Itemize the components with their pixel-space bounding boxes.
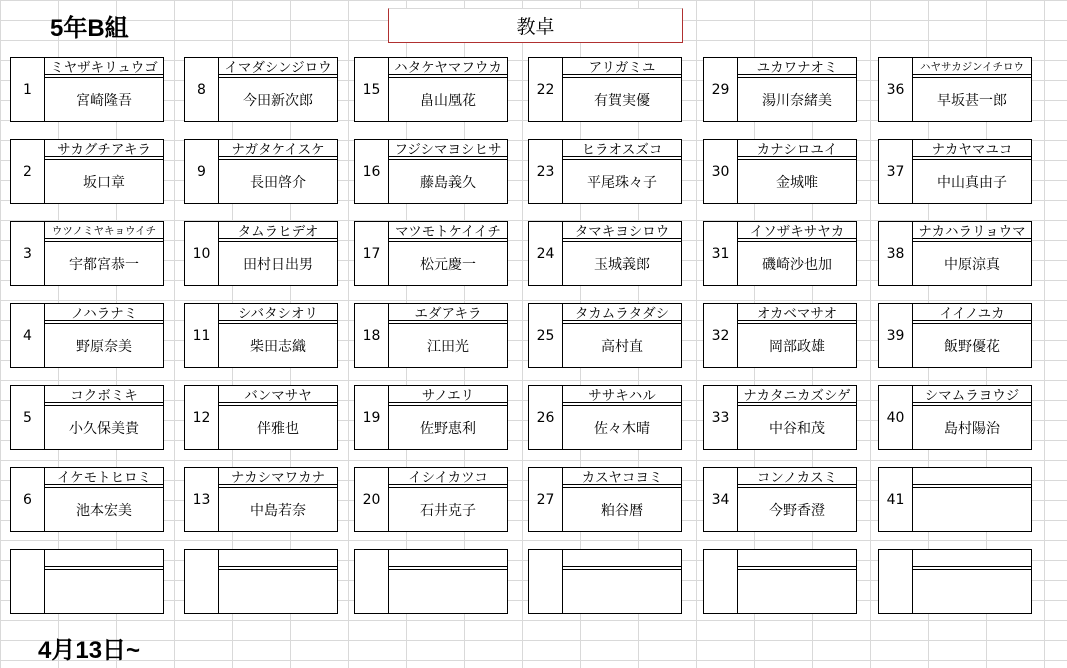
seat-furigana [218, 549, 338, 566]
seat [10, 549, 164, 614]
seat-furigana: サノエリ [388, 385, 508, 402]
seat [703, 467, 857, 532]
seat-student-name: 磯崎沙也加 [737, 242, 857, 286]
start-date: 4月13日~ [38, 637, 141, 664]
seat-furigana: タカムラタダシ [562, 303, 682, 320]
seat-furigana: イマダシンジロウ [218, 57, 338, 74]
seat-number: 2 [10, 139, 44, 204]
seat-student-name: 中山真由子 [912, 160, 1032, 204]
seat-furigana: ナガタケイスケ [218, 139, 338, 156]
seat-number [354, 549, 388, 614]
seat-student-name: 池本宏美 [44, 488, 164, 532]
seat-furigana: ノハラナミ [44, 303, 164, 320]
seat [528, 139, 682, 204]
seat-number: 41 [878, 467, 912, 532]
seat-student-name: 中島若奈 [218, 488, 338, 532]
seat [10, 221, 164, 286]
seat [354, 549, 508, 614]
seat-number: 24 [528, 221, 562, 286]
seat [10, 57, 164, 122]
seat-student-name: 坂口章 [44, 160, 164, 204]
teacher-desk: 教卓 [388, 8, 683, 43]
seat-furigana: ユカワナオミ [737, 57, 857, 74]
seat-student-name: 高村直 [562, 324, 682, 368]
seat-furigana: ナカタニカズシゲ [737, 385, 857, 402]
seat-furigana: エダアキラ [388, 303, 508, 320]
seat-student-name: 岡部政雄 [737, 324, 857, 368]
seat-student-name [737, 570, 857, 614]
seat-furigana: ナカハラリョウマ [912, 221, 1032, 238]
seat [878, 467, 1032, 532]
seat [184, 385, 338, 450]
seat-student-name: 長田啓介 [218, 160, 338, 204]
seat [184, 303, 338, 368]
seat-number: 12 [184, 385, 218, 450]
seat-student-name: 平尾珠々子 [562, 160, 682, 204]
seat-furigana: ササキハル [562, 385, 682, 402]
seat-furigana: コクボミキ [44, 385, 164, 402]
seat-number: 19 [354, 385, 388, 450]
seat-number: 3 [10, 221, 44, 286]
seat-student-name: 柴田志織 [218, 324, 338, 368]
seat [10, 139, 164, 204]
seat [10, 303, 164, 368]
seat-furigana: ウツノミヤキョウイチ [44, 221, 164, 238]
seat-student-name: 佐々木晴 [562, 406, 682, 450]
seat-student-name: 伴雅也 [218, 406, 338, 450]
seat-student-name: 松元慶一 [388, 242, 508, 286]
seat-number: 23 [528, 139, 562, 204]
seat-furigana: イソザキサヤカ [737, 221, 857, 238]
seat-number: 17 [354, 221, 388, 286]
seat-number: 18 [354, 303, 388, 368]
seat-number: 10 [184, 221, 218, 286]
seat-number: 15 [354, 57, 388, 122]
seat [354, 57, 508, 122]
seat [703, 57, 857, 122]
seat [184, 221, 338, 286]
seat-student-name: 粕谷暦 [562, 488, 682, 532]
seat [184, 139, 338, 204]
seat-number: 38 [878, 221, 912, 286]
seat [878, 139, 1032, 204]
seat-number: 34 [703, 467, 737, 532]
seat-student-name [912, 488, 1032, 532]
seat [528, 467, 682, 532]
seat-number: 16 [354, 139, 388, 204]
seat [703, 221, 857, 286]
seat [703, 385, 857, 450]
seat-furigana: フジシマヨシヒサ [388, 139, 508, 156]
seat [354, 385, 508, 450]
seat [184, 467, 338, 532]
seat-student-name: 有賀実優 [562, 78, 682, 122]
seat-number: 33 [703, 385, 737, 450]
seat [10, 385, 164, 450]
seat [528, 549, 682, 614]
seat-number [528, 549, 562, 614]
seat [878, 57, 1032, 122]
seat [354, 221, 508, 286]
seat [528, 57, 682, 122]
seat-number: 39 [878, 303, 912, 368]
seat-number: 5 [10, 385, 44, 450]
seat-number: 1 [10, 57, 44, 122]
seat [528, 385, 682, 450]
seat-furigana: マツモトケイイチ [388, 221, 508, 238]
seat-furigana: オカベマサオ [737, 303, 857, 320]
seat-number: 30 [703, 139, 737, 204]
seat-student-name: 飯野優花 [912, 324, 1032, 368]
seat-furigana: ヒラオスズコ [562, 139, 682, 156]
seat-furigana: シマムラヨウジ [912, 385, 1032, 402]
seat-furigana: イシイカツコ [388, 467, 508, 484]
seat [878, 549, 1032, 614]
seat-furigana: サカグチアキラ [44, 139, 164, 156]
seat [703, 139, 857, 204]
seat-student-name: 今野香澄 [737, 488, 857, 532]
seat-number: 37 [878, 139, 912, 204]
seat-number: 26 [528, 385, 562, 450]
seat-number [703, 549, 737, 614]
seat-furigana: シバタシオリ [218, 303, 338, 320]
seat [184, 57, 338, 122]
seat [878, 303, 1032, 368]
seat-furigana: ハヤサカジンイチロウ [912, 57, 1032, 74]
seat-furigana: ハタケヤマフウカ [388, 57, 508, 74]
seat-student-name [562, 570, 682, 614]
seat [184, 549, 338, 614]
seat [703, 549, 857, 614]
seat-student-name: 中谷和茂 [737, 406, 857, 450]
seat-furigana: バンマサヤ [218, 385, 338, 402]
seat-furigana: カナシロユイ [737, 139, 857, 156]
seat-student-name: 小久保美貴 [44, 406, 164, 450]
seat-furigana [388, 549, 508, 566]
seat-furigana: タムラヒデオ [218, 221, 338, 238]
seat-student-name: 金城唯 [737, 160, 857, 204]
seat-student-name: 田村日出男 [218, 242, 338, 286]
seat [878, 221, 1032, 286]
seat-furigana [912, 549, 1032, 566]
seat-number: 20 [354, 467, 388, 532]
seat-number: 31 [703, 221, 737, 286]
seat-number: 25 [528, 303, 562, 368]
seat-student-name: 早坂甚一郎 [912, 78, 1032, 122]
seat [878, 385, 1032, 450]
seat-number: 11 [184, 303, 218, 368]
seat-furigana: アリガミユ [562, 57, 682, 74]
seat-furigana: コンノカスミ [737, 467, 857, 484]
seat-student-name: 宇都宮恭一 [44, 242, 164, 286]
seat-furigana: ミヤザキリュウゴ [44, 57, 164, 74]
seat-number: 8 [184, 57, 218, 122]
seat-number: 29 [703, 57, 737, 122]
seat-number: 6 [10, 467, 44, 532]
seat-furigana: イイノユカ [912, 303, 1032, 320]
seat-furigana: カスヤコヨミ [562, 467, 682, 484]
seat-number: 32 [703, 303, 737, 368]
seat-furigana [737, 549, 857, 566]
seat-furigana: ナカシマワカナ [218, 467, 338, 484]
seat-student-name: 野原奈美 [44, 324, 164, 368]
seat-number: 27 [528, 467, 562, 532]
seat-student-name [912, 570, 1032, 614]
seat-student-name [218, 570, 338, 614]
seat-student-name: 今田新次郎 [218, 78, 338, 122]
seat-student-name: 江田光 [388, 324, 508, 368]
seat [354, 139, 508, 204]
seat [10, 467, 164, 532]
seat [528, 221, 682, 286]
seat [528, 303, 682, 368]
seat-number [878, 549, 912, 614]
seat-furigana [912, 467, 1032, 484]
seat-student-name: 藤島義久 [388, 160, 508, 204]
seat-number: 9 [184, 139, 218, 204]
seat-furigana: タマキヨシロウ [562, 221, 682, 238]
seat [354, 303, 508, 368]
seat-number [10, 549, 44, 614]
seat [354, 467, 508, 532]
seat-furigana [562, 549, 682, 566]
seat-student-name: 畠山凰花 [388, 78, 508, 122]
seat-student-name [388, 570, 508, 614]
seat [703, 303, 857, 368]
seat-furigana: ナカヤマユコ [912, 139, 1032, 156]
seat-student-name: 島村陽治 [912, 406, 1032, 450]
seat-number: 40 [878, 385, 912, 450]
seat-student-name: 中原涼真 [912, 242, 1032, 286]
seat-number: 36 [878, 57, 912, 122]
seat-student-name: 佐野恵利 [388, 406, 508, 450]
seat-furigana: イケモトヒロミ [44, 467, 164, 484]
seat-student-name: 玉城義郎 [562, 242, 682, 286]
seat-student-name: 宮崎隆吾 [44, 78, 164, 122]
class-title: 5年B組 [50, 15, 129, 42]
seat-student-name: 湯川奈緒美 [737, 78, 857, 122]
seat-number [184, 549, 218, 614]
seat-furigana [44, 549, 164, 566]
seat-number: 13 [184, 467, 218, 532]
seat-number: 4 [10, 303, 44, 368]
seat-student-name [44, 570, 164, 614]
seat-student-name: 石井克子 [388, 488, 508, 532]
seat-number: 22 [528, 57, 562, 122]
